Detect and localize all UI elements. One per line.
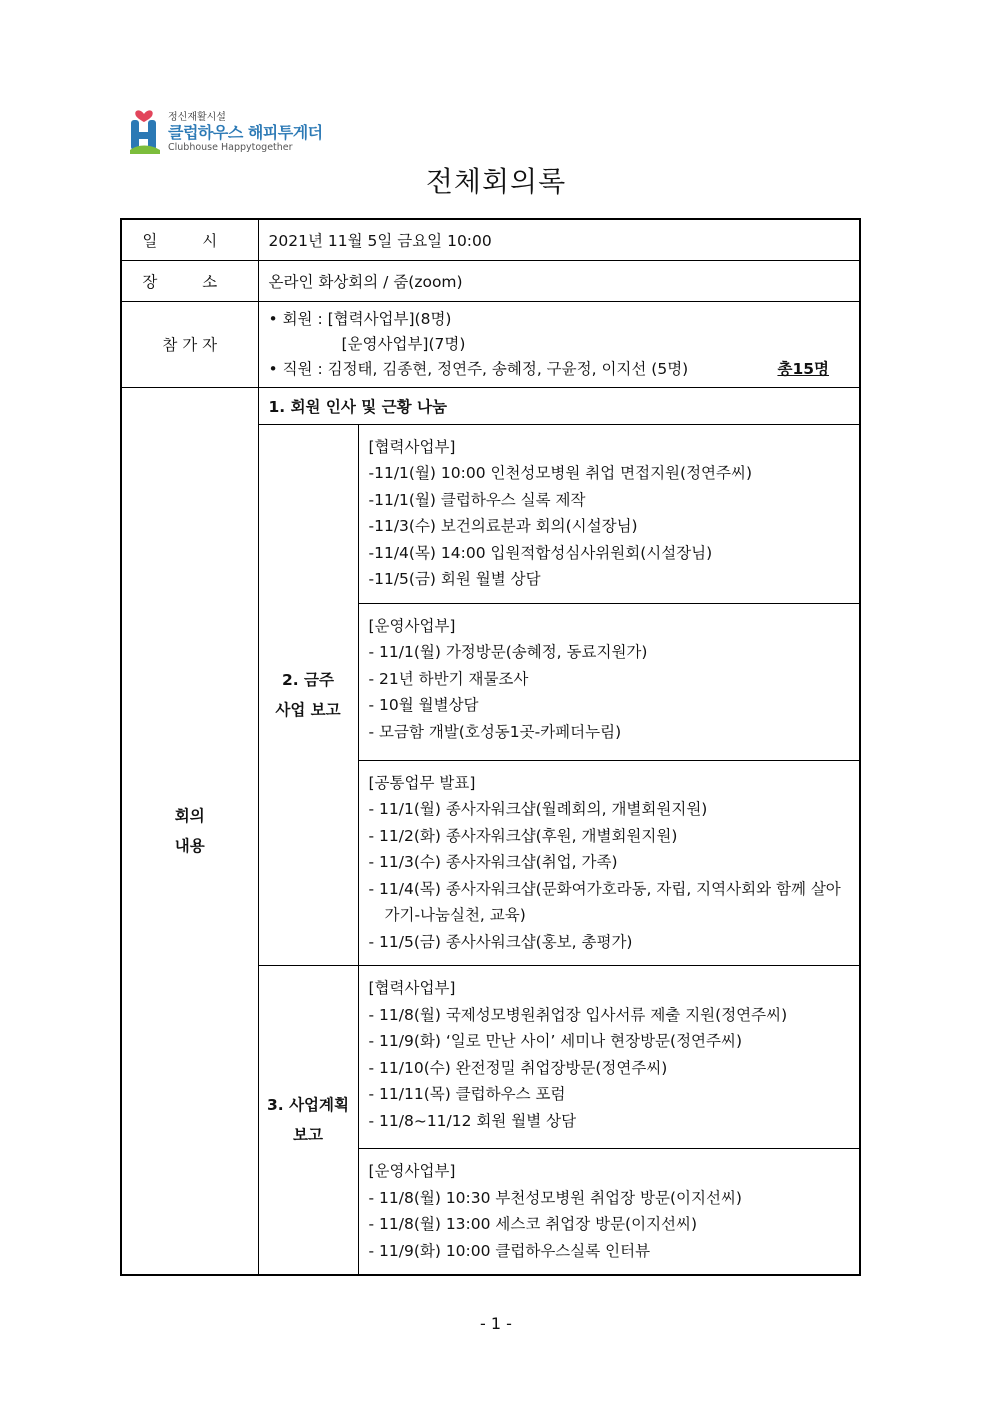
document-title: 전체회의록 (425, 165, 567, 198)
section2-common-group (358, 760, 860, 966)
list-item: - 11/8~11/12 회원 월별 상담 (368, 1111, 577, 1130)
date-value: 2021년 11월 5일 금요일 10:00 (258, 219, 860, 260)
section3-label: 3. 사업계획 보고 (258, 966, 358, 1276)
clubhouse-logo (128, 104, 328, 156)
clubhouse-h-logo-icon (128, 104, 160, 154)
list-item: -11/1(월) 클럽하우스 실록 제작 (368, 490, 586, 509)
list-item: - 11/9(화) 10:00 클럽하우스실록 인터뷰 (368, 1241, 651, 1260)
list-item: -11/4(목) 14:00 입원적합성심사위원회(시설장님) (368, 543, 713, 562)
list-item: - 11/1(월) 종사자워크샵(월례회의, 개별회원지원) (368, 800, 708, 818)
list-item: - 11/8(월) 국제성모병원취업장 입사서류 제출 지원(정연주씨) (368, 1005, 788, 1024)
group-heading: [공통업무 발표] (368, 773, 476, 792)
list-item: - 11/3(수) 종사자워크샵(취업, 가족) (368, 853, 618, 871)
section1-row (121, 387, 860, 424)
group-heading: [협력사업부] (368, 979, 456, 997)
members-line-2: [운영사업부](7명) (341, 334, 466, 353)
list-item: - 11/10(수) 완전정밀 취업장방문(정연주씨) (368, 1058, 668, 1077)
section3-operation-group (358, 1149, 860, 1276)
place-value: 온라인 화상회의 / 줌(zoom) (258, 260, 860, 301)
list-item: - 11/8(월) 13:00 세스코 취업장 방문(이지선씨) (368, 1215, 698, 1233)
group-heading: [운영사업부] (368, 616, 456, 635)
section2-operation-group (358, 603, 860, 760)
list-item: - 11/4(목) 종사자워크샵(문화여가호라동, 자립, 지역사회와 함께 살아가기-나눔실천, 교육) (368, 879, 841, 924)
members-line-1: • 회원 : [협력사업부](8명) (268, 309, 452, 328)
list-item: - 11/8(월) 10:30 부천성모병원 취업장 방문(이지선씨) (368, 1188, 742, 1207)
logo-english-name: Clubhouse Happytogether (168, 142, 293, 153)
group-heading: [운영사업부] (368, 1162, 456, 1180)
page-number: - 1 - (480, 1314, 512, 1333)
participants-label: 참 가 자 (121, 301, 258, 387)
date-label: 일 시 (121, 219, 258, 260)
list-item: - 11/1(월) 가정방문(송혜정, 동료지원가) (368, 643, 648, 661)
list-item: - 11/11(목) 클럽하우스 포럼 (368, 1085, 566, 1103)
section2-cooperation-group (358, 424, 860, 603)
list-item: - 모금함 개발(호성동1곳-카페더누림) (368, 722, 622, 741)
list-item: - 11/9(화) ‘일로 만난 사이’ 세미나 현장방문(정연주씨) (368, 1032, 743, 1050)
staff-line: • 직원 : 김정태, 김종현, 정연주, 송혜정, 구윤정, 이지선 (5명) 총15명 (269, 357, 850, 382)
list-item: -11/5(금) 회원 월별 상담 (368, 570, 541, 588)
list-item: -11/3(수) 보건의료분과 회의(시설장님) (368, 517, 638, 535)
section2-label: 2. 금주 사업 보고 (258, 424, 358, 966)
list-item: - 10월 월별상담 (368, 696, 479, 714)
section3-cooperation-group (358, 966, 860, 1149)
section1-title: 1. 회원 인사 및 근황 나눔 (258, 387, 860, 424)
place-label: 장 소 (121, 260, 258, 301)
participants-value (258, 301, 860, 387)
list-item: - 11/5(금) 종사사워크샵(홍보, 총평가) (368, 932, 633, 951)
logo-subtitle: 정신재활시설 (168, 112, 226, 123)
participants-row (121, 301, 860, 387)
list-item: - 21년 하반기 재물조사 (368, 669, 529, 688)
total-count: 총15명 (777, 359, 829, 378)
group-heading: [협력사업부] (368, 437, 456, 456)
date-row (121, 219, 860, 260)
list-item: -11/1(월) 10:00 인천성모병원 취업 면접지원(정연주씨) (368, 464, 753, 482)
place-row (121, 260, 860, 301)
meeting-minutes-table (120, 218, 861, 1276)
logo-name: 클럽하우스 해피투게더 (168, 123, 323, 142)
meeting-content-label: 회의 내용 (121, 387, 258, 1275)
list-item: - 11/2(화) 종사자워크샵(후원, 개별회원지원) (368, 826, 678, 845)
